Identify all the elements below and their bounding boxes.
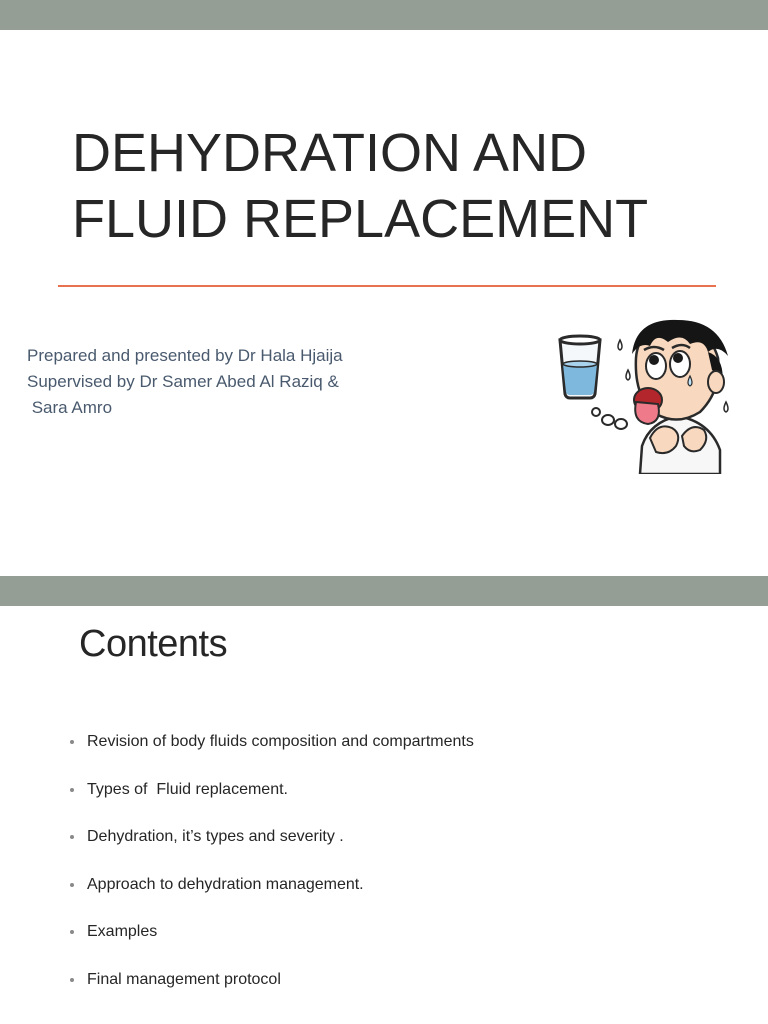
list-item-text: Approach to dehydration management. bbox=[87, 875, 364, 893]
credit-line-3: Sara Amro bbox=[27, 398, 113, 417]
bullet-icon bbox=[70, 978, 74, 982]
list-item bbox=[70, 825, 730, 873]
slide-title-line-2: FLUID REPLACEMENT bbox=[72, 189, 649, 249]
bullet-icon bbox=[70, 883, 74, 887]
list-item bbox=[70, 920, 730, 968]
list-item bbox=[70, 968, 730, 1016]
list-item bbox=[70, 730, 730, 778]
bullet-icon bbox=[70, 740, 74, 744]
credit-line-2: Supervised by Dr Samer Abed Al Raziq & bbox=[27, 372, 339, 391]
thirsty-person-illustration bbox=[532, 318, 752, 474]
list-item-text: Types of Fluid replacement. bbox=[87, 780, 288, 798]
slide-title bbox=[72, 120, 732, 252]
contents-list bbox=[70, 730, 730, 1015]
list-item-text: Examples bbox=[87, 923, 158, 940]
presenter-credits bbox=[27, 343, 507, 421]
slide-top-band bbox=[0, 576, 768, 606]
title-divider bbox=[58, 285, 716, 287]
bullet-icon bbox=[70, 788, 74, 792]
list-item-text: Final management protocol bbox=[87, 970, 281, 988]
slide-top-band bbox=[0, 0, 768, 30]
list-item bbox=[70, 778, 730, 826]
bullet-icon bbox=[70, 930, 74, 934]
slide-title-line-1: DEHYDRATION AND bbox=[72, 123, 588, 183]
water-glass-icon bbox=[560, 336, 600, 398]
credit-line-1: Prepared and presented by Dr Hala Hjaija bbox=[27, 346, 343, 365]
bullet-icon bbox=[70, 835, 74, 839]
list-item-text: Revision of body fluids composition and compartments bbox=[87, 733, 474, 750]
contents-slide bbox=[0, 576, 768, 1024]
contents-heading: Contents bbox=[79, 623, 228, 665]
list-item bbox=[70, 873, 730, 921]
list-item-text: Dehydration, it’s types and severity . bbox=[87, 828, 344, 845]
